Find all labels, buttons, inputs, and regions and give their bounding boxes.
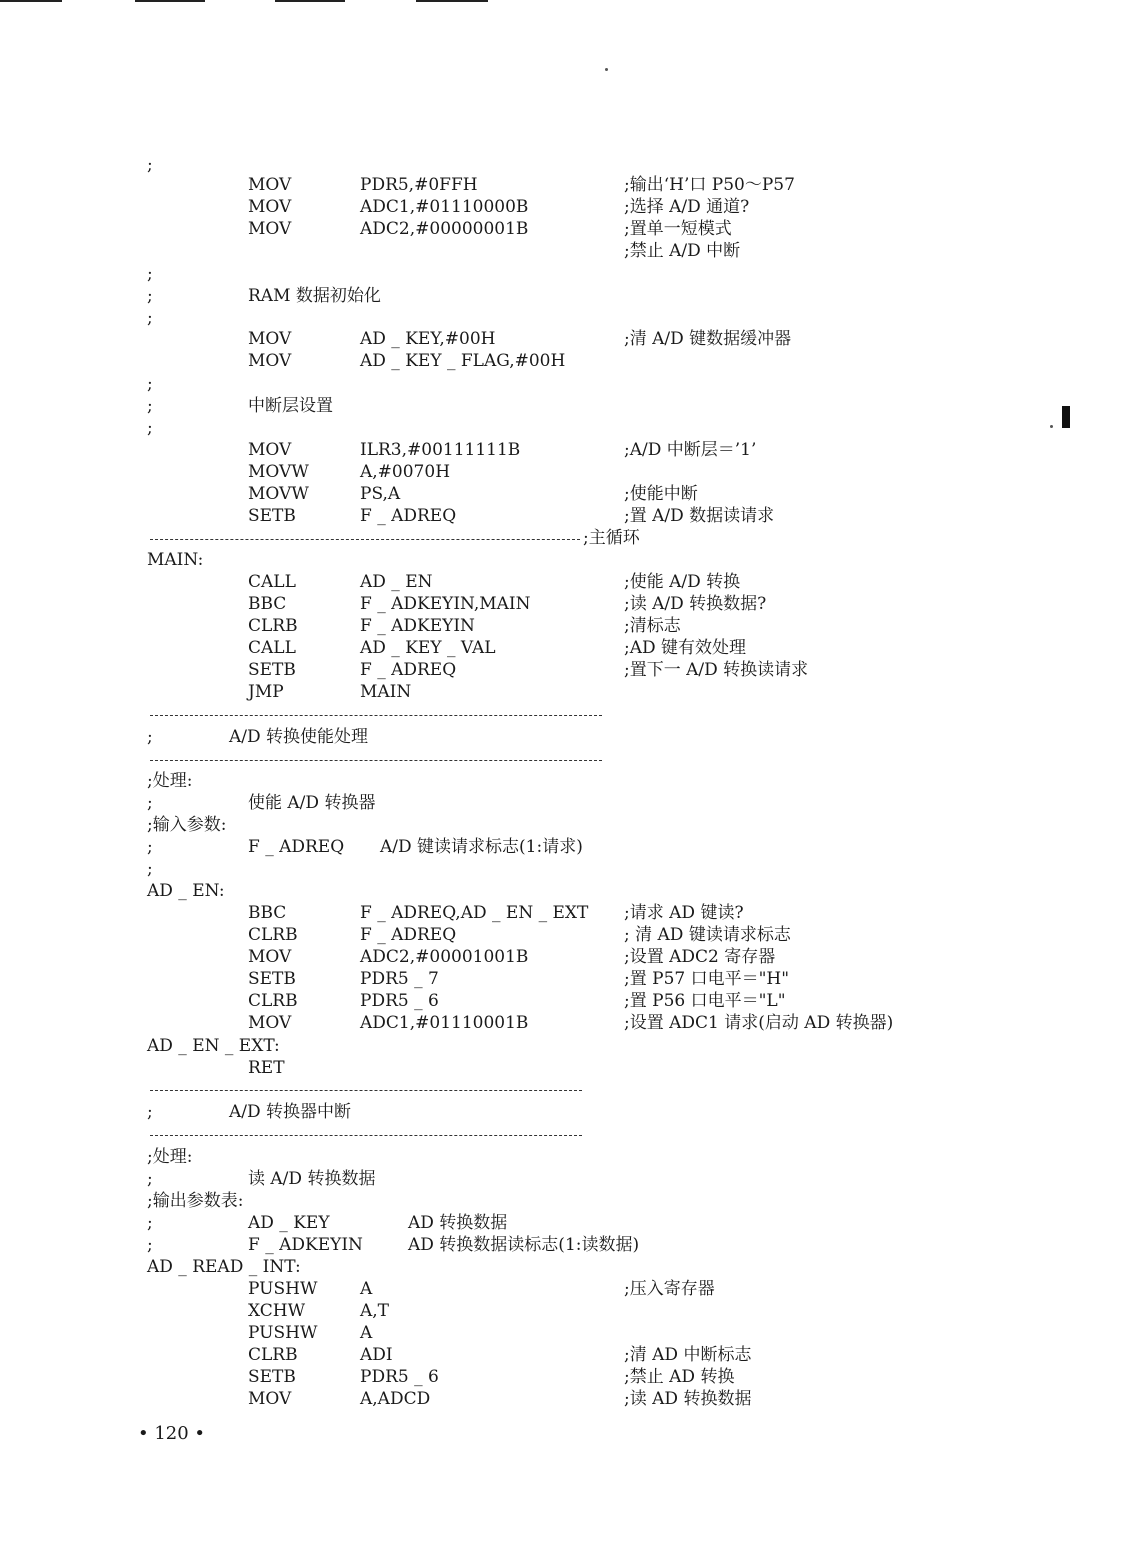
separator-line (150, 1090, 582, 1091)
comment: ;设置 ADC2 寄存器 (624, 947, 776, 967)
main-loop-label: ;主循环 (583, 528, 640, 548)
mnemonic: MOV (248, 1389, 292, 1409)
label-or-comment: ; (147, 1169, 153, 1189)
section-heading: A/D 转换使能处理 (229, 727, 369, 747)
comment: ;清 A/D 键数据缓冲器 (624, 329, 792, 349)
mnemonic: MOV (248, 219, 292, 239)
scan-edge-mark (135, 0, 205, 2)
comment: ; 清 AD 键读请求标志 (624, 925, 791, 945)
comment: ;A/D 中断层＝’1’ (624, 440, 757, 460)
operand: AD _ KEY,#00H (360, 329, 496, 349)
label-or-comment: ; (147, 793, 153, 813)
mnemonic: JMP (248, 682, 284, 702)
comment: ;清标志 (624, 616, 681, 636)
scan-speck (1050, 425, 1053, 428)
operand: AD _ KEY _ FLAG,#00H (360, 351, 566, 371)
comment: ;禁止 AD 转换 (624, 1367, 735, 1387)
label-or-comment: AD _ EN: (147, 881, 225, 901)
mnemonic: PUSHW (248, 1323, 318, 1343)
mnemonic: AD _ KEY (248, 1213, 330, 1233)
separator-line (150, 715, 602, 716)
mnemonic: MOV (248, 329, 292, 349)
label-or-comment: ; (147, 837, 153, 857)
mnemonic: SETB (248, 1367, 296, 1387)
mnemonic: CALL (248, 638, 296, 658)
label-or-comment: ; (147, 396, 153, 416)
comment: ;置 P56 口电平＝"L" (624, 991, 786, 1011)
label-or-comment: ; (147, 727, 153, 747)
label-or-comment: ;输入参数: (147, 815, 227, 835)
label-or-comment: ;处理: (147, 771, 193, 791)
scan-edge-mark (0, 0, 62, 2)
operand: F _ ADREQ (360, 660, 457, 680)
operand: A,#0070H (360, 462, 451, 482)
label-or-comment: ; (147, 308, 153, 328)
mnemonic: SETB (248, 506, 296, 526)
mnemonic: MOV (248, 351, 292, 371)
comment: ;选择 A/D 通道? (624, 197, 750, 217)
operand: PDR5 _ 6 (360, 991, 439, 1011)
mnemonic: CLRB (248, 925, 298, 945)
mnemonic: CLRB (248, 1345, 298, 1365)
comment: ;读 AD 转换数据 (624, 1389, 752, 1409)
label-or-comment: ; (147, 155, 153, 175)
mnemonic: MOV (248, 440, 292, 460)
separator-line (150, 1135, 582, 1136)
mnemonic: CALL (248, 572, 296, 592)
operand: A (360, 1323, 373, 1343)
label-or-comment: ; (147, 859, 153, 879)
operand: AD _ KEY _ VAL (360, 638, 496, 658)
label-or-comment: ;处理: (147, 1147, 193, 1167)
comment: ;置下一 A/D 转换读请求 (624, 660, 809, 680)
separator-line (150, 760, 602, 761)
mnemonic: 读 A/D 转换数据 (248, 1169, 376, 1189)
operand: A,T (360, 1301, 390, 1321)
operand: PS,A (360, 484, 401, 504)
mnemonic: PUSHW (248, 1279, 318, 1299)
label-or-comment: ; (147, 286, 153, 306)
comment: ;读 A/D 转换数据? (624, 594, 767, 614)
operand: ADC2,#00000001B (360, 219, 529, 239)
comment: ;输出‘H’口 P50～P57 (624, 175, 795, 195)
mnemonic: CLRB (248, 616, 298, 636)
label-or-comment: ; (147, 1213, 153, 1233)
label-or-comment: MAIN: (147, 550, 204, 570)
scan-speck (605, 68, 608, 71)
comment: ;使能中断 (624, 484, 698, 504)
operand: F _ ADREQ (360, 925, 457, 945)
mnemonic: XCHW (248, 1301, 306, 1321)
operand: A,ADCD (360, 1389, 431, 1409)
operand: F _ ADREQ,AD _ EN _ EXT (360, 903, 589, 923)
operand: ADC2,#00001001B (360, 947, 529, 967)
section-heading: A/D 转换器中断 (229, 1102, 352, 1122)
mnemonic: BBC (248, 903, 287, 923)
scan-edge-mark (275, 0, 345, 2)
param-description: AD 转换数据 (408, 1213, 508, 1233)
operand: ADC1,#01110000B (360, 197, 529, 217)
mnemonic: MOV (248, 175, 292, 195)
operand: MAIN (360, 682, 412, 702)
mnemonic: F _ ADREQ (248, 837, 345, 857)
operand: PDR5 _ 7 (360, 969, 439, 989)
mnemonic: RET (248, 1058, 285, 1078)
comment: ;置 P57 口电平＝"H" (624, 969, 790, 989)
operand: F _ ADKEYIN (360, 616, 475, 636)
comment: ;压入寄存器 (624, 1279, 715, 1299)
label-or-comment: ; (147, 1102, 153, 1122)
mnemonic: SETB (248, 660, 296, 680)
page-number: • 120 • (138, 1423, 206, 1444)
comment: ;置 A/D 数据读请求 (624, 506, 775, 526)
mnemonic: MOVW (248, 484, 309, 504)
comment: ;设置 ADC1 请求(启动 AD 转换器) (624, 1013, 894, 1033)
mnemonic: MOV (248, 1013, 292, 1033)
param-description: AD 转换数据读标志(1:读数据) (408, 1235, 640, 1255)
label-or-comment: ;输出参数表: (147, 1191, 244, 1211)
mnemonic: 中断层设置 (248, 396, 333, 416)
label-or-comment: ; (147, 264, 153, 284)
operand: PDR5,#0FFH (360, 175, 478, 195)
mnemonic: F _ ADKEYIN (248, 1235, 363, 1255)
margin-mark (1062, 406, 1070, 428)
comment: ;使能 A/D 转换 (624, 572, 741, 592)
label-or-comment: ; (147, 1235, 153, 1255)
label-or-comment: ; (147, 374, 153, 394)
operand: ADI (360, 1345, 393, 1365)
mnemonic: BBC (248, 594, 287, 614)
mnemonic: 使能 A/D 转换器 (248, 793, 376, 813)
operand: F _ ADREQ (360, 506, 457, 526)
mnemonic: RAM 数据初始化 (248, 286, 381, 306)
label-or-comment: AD _ READ _ INT: (147, 1257, 301, 1277)
mnemonic: MOV (248, 947, 292, 967)
operand: PDR5 _ 6 (360, 1367, 439, 1387)
operand: ADC1,#01110001B (360, 1013, 529, 1033)
operand: AD _ EN (360, 572, 433, 592)
mnemonic: MOV (248, 197, 292, 217)
label-or-comment: ; (147, 418, 153, 438)
operand: ILR3,#00111111B (360, 440, 521, 460)
scan-edge-mark (416, 0, 488, 2)
mnemonic: CLRB (248, 991, 298, 1011)
operand: A (360, 1279, 373, 1299)
comment: ;请求 AD 键读? (624, 903, 744, 923)
mnemonic: MOVW (248, 462, 309, 482)
comment: ;禁止 A/D 中断 (624, 241, 741, 261)
mnemonic: SETB (248, 969, 296, 989)
comment: ;AD 键有效处理 (624, 638, 747, 658)
label-or-comment: AD _ EN _ EXT: (147, 1036, 280, 1056)
separator-line (150, 539, 580, 540)
comment: ;置单一短模式 (624, 219, 732, 239)
param-description: A/D 键读请求标志(1:请求) (380, 837, 583, 857)
operand: F _ ADKEYIN,MAIN (360, 594, 531, 614)
comment: ;清 AD 中断标志 (624, 1345, 752, 1365)
